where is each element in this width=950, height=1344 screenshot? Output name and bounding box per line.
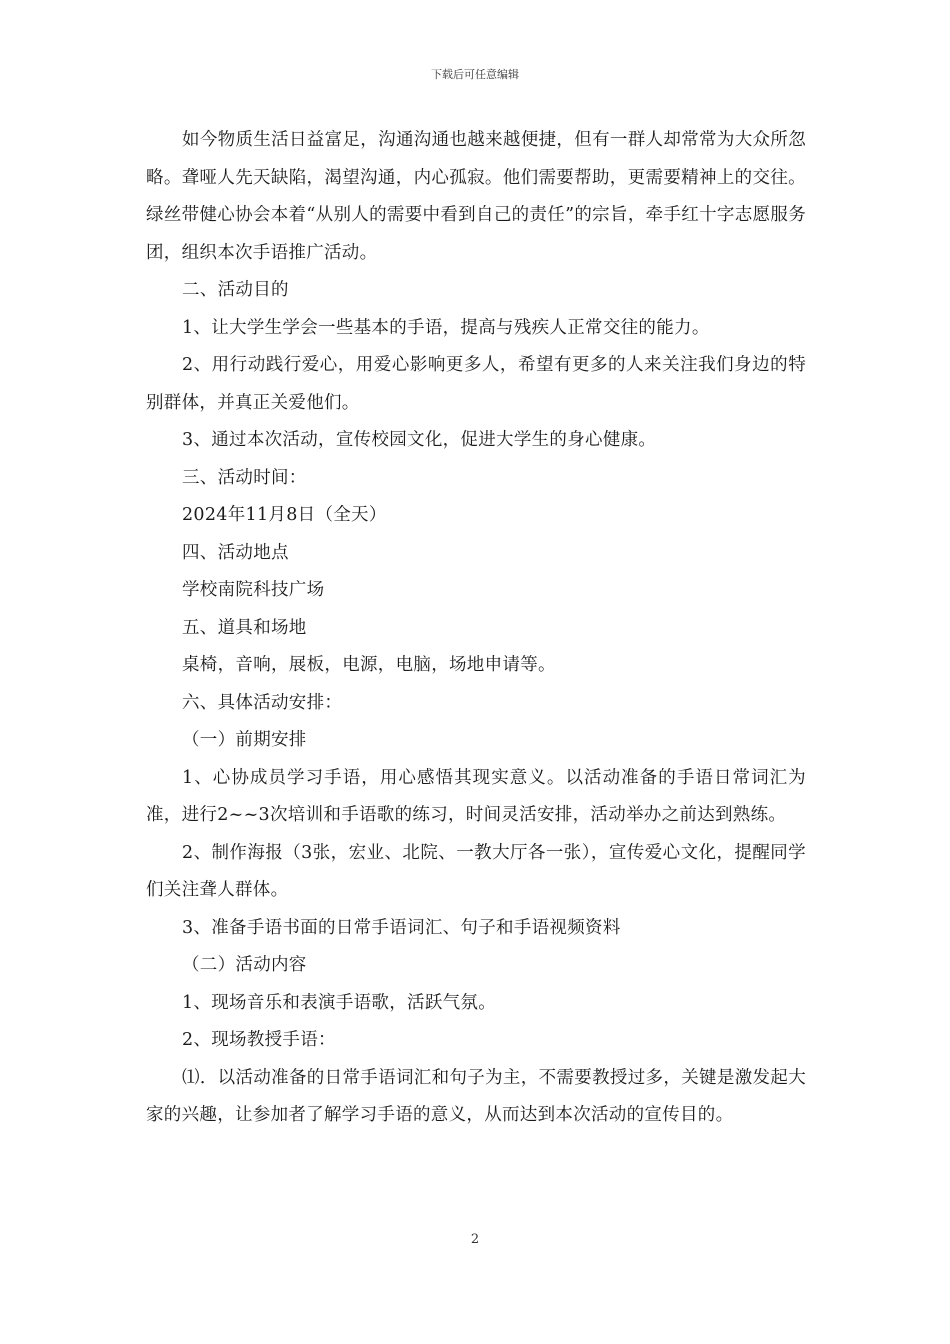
page-header: 下载后可任意编辑: [431, 68, 519, 81]
document-body: [146, 122, 806, 1135]
subheading-content: （二）活动内容: [182, 955, 307, 975]
list-item: 2、制作海报（3张，宏业、北院、一教大厅各一张），宣传爱心文化，提醒同学们关注聋人群体。: [146, 842, 806, 900]
list-item: ⑴．以活动准备的日常手语词汇和句子为主，不需要教授过多，关键是激发起大家的兴趣，让参加者了解学习手语的意义，从而达到本次活动的宣传目的。: [146, 1067, 806, 1125]
list-item: 1、让大学生学会一些基本的手语，提高与残疾人正常交往的能力。: [182, 317, 710, 338]
list-item: 3、准备手语书面的日常手语词汇、句子和手语视频资料: [182, 917, 621, 938]
heading-activity-time: 三、活动时间：: [182, 467, 307, 488]
heading-schedule: 六、具体活动安排：: [182, 692, 343, 713]
list-item: 2、用行动践行爱心，用爱心影响更多人，希望有更多的人来关注我们身边的特别群体，并真正关爱他们。: [146, 355, 806, 413]
activity-location: 学校南院科技广场: [182, 580, 325, 600]
heading-props-venue: 五、道具和场地: [182, 617, 307, 638]
activity-date: 2024年11月8日（全天）: [182, 505, 387, 525]
list-item: 3、通过本次活动，宣传校园文化，促进大学生的身心健康。: [182, 430, 657, 450]
paragraph-intro: 如今物质生活日益富足，沟通沟通也越来越便捷，但有一群人却常常为大众所忽略。聋哑人先天缺陷，渴望沟通，内心孤寂。他们需要帮助，更需要精神上的交往。绿丝带健心协会本着“从别人的需要中看到自己的责任”的宗旨，牵手红十字志愿服务团，组织本次手语推广活动。: [146, 130, 806, 263]
list-item: 1、现场音乐和表演手语歌，活跃气氛。: [182, 992, 497, 1013]
list-item: 2、现场教授手语：: [182, 1030, 336, 1050]
props-list: 桌椅，音响，展板，电源，电脑，场地申请等。: [182, 655, 556, 675]
page-number: 2: [470, 1232, 480, 1247]
subheading-preparation: （一）前期安排: [182, 730, 307, 750]
heading-activity-location: 四、活动地点: [182, 542, 289, 563]
list-item: 1、心协成员学习手语，用心感悟其现实意义。以活动准备的手语日常词汇为准，进行2~~3次培训和手语歌的练习，时间灵活安排，活动举办之前达到熟练。: [146, 767, 806, 825]
heading-activity-purpose: 二、活动目的: [182, 280, 289, 300]
